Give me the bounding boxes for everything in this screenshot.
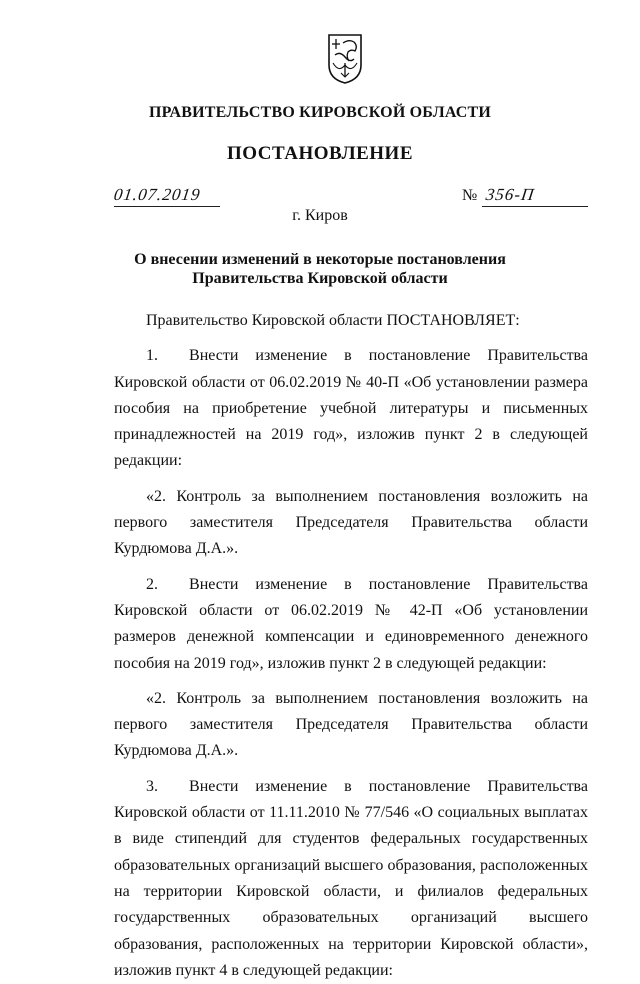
item-1-text: Внести изменение в постановление Правительства Кировской области от 06.02.2019 № 40-П «Об установлении размера пособия на приобретение учебной литературы и письменных принадлежностей на 2019 год», изложив пункт 2 в следующей редакции: — [114, 347, 589, 470]
number-sign: № — [462, 187, 478, 204]
handwritten-date: 01.07.2019 — [112, 185, 202, 204]
date-field — [114, 184, 220, 207]
handwritten-number: 356-П — [484, 185, 536, 204]
item-3-text: Внести изменение в постановление Правительства Кировской области от 11.11.2010 № 77/546 «О социальных выплатах в виде стипендий для студентов федеральных государственных образовательных организаций высшего образования, расположенных на территории Кировской области, и филиалов федеральных государственных образовательных организаций высшего образования, расположенных на территории Кировской области», изложив пункт 4 в следующей редакции: — [114, 777, 589, 979]
item-2-number: 2. — [146, 575, 158, 593]
document-title — [0, 250, 640, 288]
item-1-number: 1. — [146, 347, 158, 365]
item-1-quote: «2. Контроль за выполнением постановления возложить на первого заместителя Председателя Правительства области Курдюмова Д.А.». — [114, 487, 588, 558]
item-3-number: 3. — [146, 777, 158, 795]
preamble: Правительство Кировской области ПОСТАНОВЛЯЕТ: — [146, 312, 520, 329]
item-2-quote: «2. Контроль за выполнением постановления возложить на первого заместителя Председателя Правительства области Курдюмова Д.А.». — [114, 689, 588, 760]
document-body — [114, 308, 588, 984]
title-line-1: О внесении изменений в некоторые постановления — [134, 251, 506, 268]
item-2 — [114, 572, 588, 677]
city: г. Киров — [292, 207, 348, 224]
title-line-2: Правительства Кировской области — [192, 270, 448, 287]
organization-name: ПРАВИТЕЛЬСТВО КИРОВСКОЙ ОБЛАСТИ — [148, 104, 492, 121]
coat-of-arms-emblem — [327, 33, 363, 85]
item-2-text: Внести изменение в постановление Правительства Кировской области от 06.02.2019 № 42-П «Об установлении размеров денежной компенсации и единовременного денежного пособия на 2019 год», изложив пункт 2 в следующей редакции: — [114, 575, 589, 672]
document-type: ПОСТАНОВЛЕНИЕ — [226, 143, 414, 164]
item-1 — [114, 343, 588, 474]
number-field — [482, 184, 588, 207]
item-3 — [114, 774, 588, 984]
